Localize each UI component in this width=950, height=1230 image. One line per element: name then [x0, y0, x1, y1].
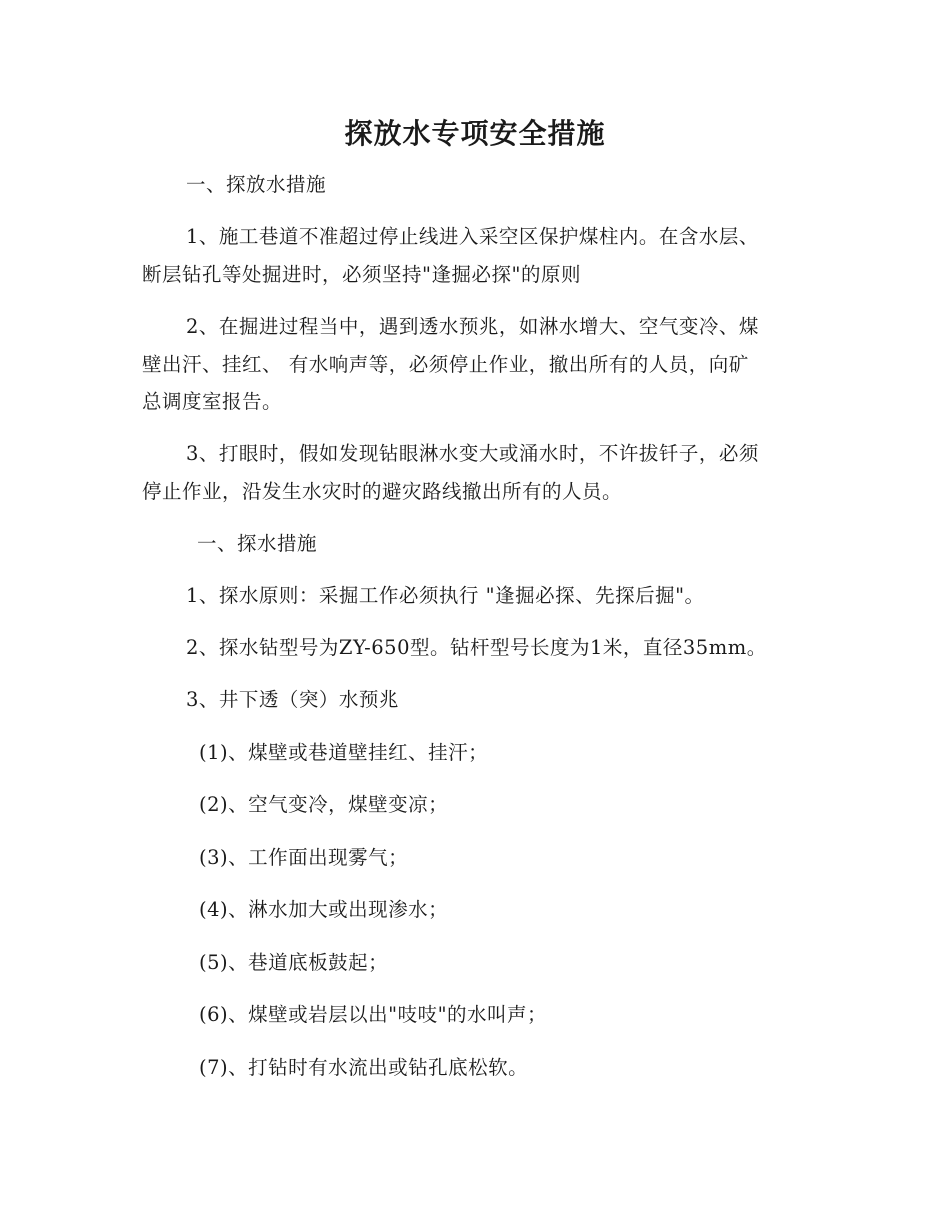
paragraph-2-line-3: 总调度室报告。: [142, 390, 283, 413]
sign-item-2: (2)、空气变冷，煤壁变凉；: [199, 793, 449, 816]
item-2: 2、探水钻型号为ZY-650型。钻杆型号长度为1米，直径35mm。: [186, 636, 767, 659]
item-1: 1、探水原则：采掘工作必须执行 "逢掘必探、先探后掘"。: [186, 584, 705, 607]
sign-item-1: (1)、煤壁或巷道壁挂红、挂汗；: [199, 741, 489, 764]
section-heading-1: 一、探放水措施: [186, 173, 327, 196]
sign-item-4: (4)、淋水加大或出现渗水；: [199, 898, 449, 921]
paragraph-1-line-2: 断层钻孔等处掘进时，必须坚持"逢掘必探"的原则: [142, 263, 581, 286]
section-heading-2: 一、探水措施: [197, 532, 318, 555]
page-title: 探放水专项安全措施: [344, 117, 606, 150]
paragraph-1-line-1: 1、施工巷道不准超过停止线进入采空区保护煤柱内。在含水层、: [186, 225, 759, 248]
sign-item-6: (6)、煤壁或岩层以出"吱吱"的水叫声；: [199, 1003, 548, 1026]
sign-item-3: (3)、工作面出现雾气；: [199, 846, 409, 869]
paragraph-3-line-1: 3、打眼时，假如发现钻眼淋水变大或涌水时，不许拔钎子，必须: [186, 442, 759, 465]
paragraph-2-line-2: 壁出汗、挂红、 有水响声等，必须停止作业，撤出所有的人员，向矿: [142, 353, 749, 376]
sign-item-7: (7)、打钻时有水流出或钻孔底松软。: [199, 1056, 529, 1079]
item-3: 3、井下透（突）水预兆: [186, 688, 399, 711]
paragraph-3-line-2: 停止作业，沿发生水灾时的避灾路线撤出所有的人员。: [142, 480, 623, 503]
sign-item-5: (5)、巷道底板鼓起；: [199, 951, 389, 974]
paragraph-2-line-1: 2、在掘进过程当中，遇到透水预兆，如淋水增大、空气变冷、煤: [186, 315, 759, 338]
